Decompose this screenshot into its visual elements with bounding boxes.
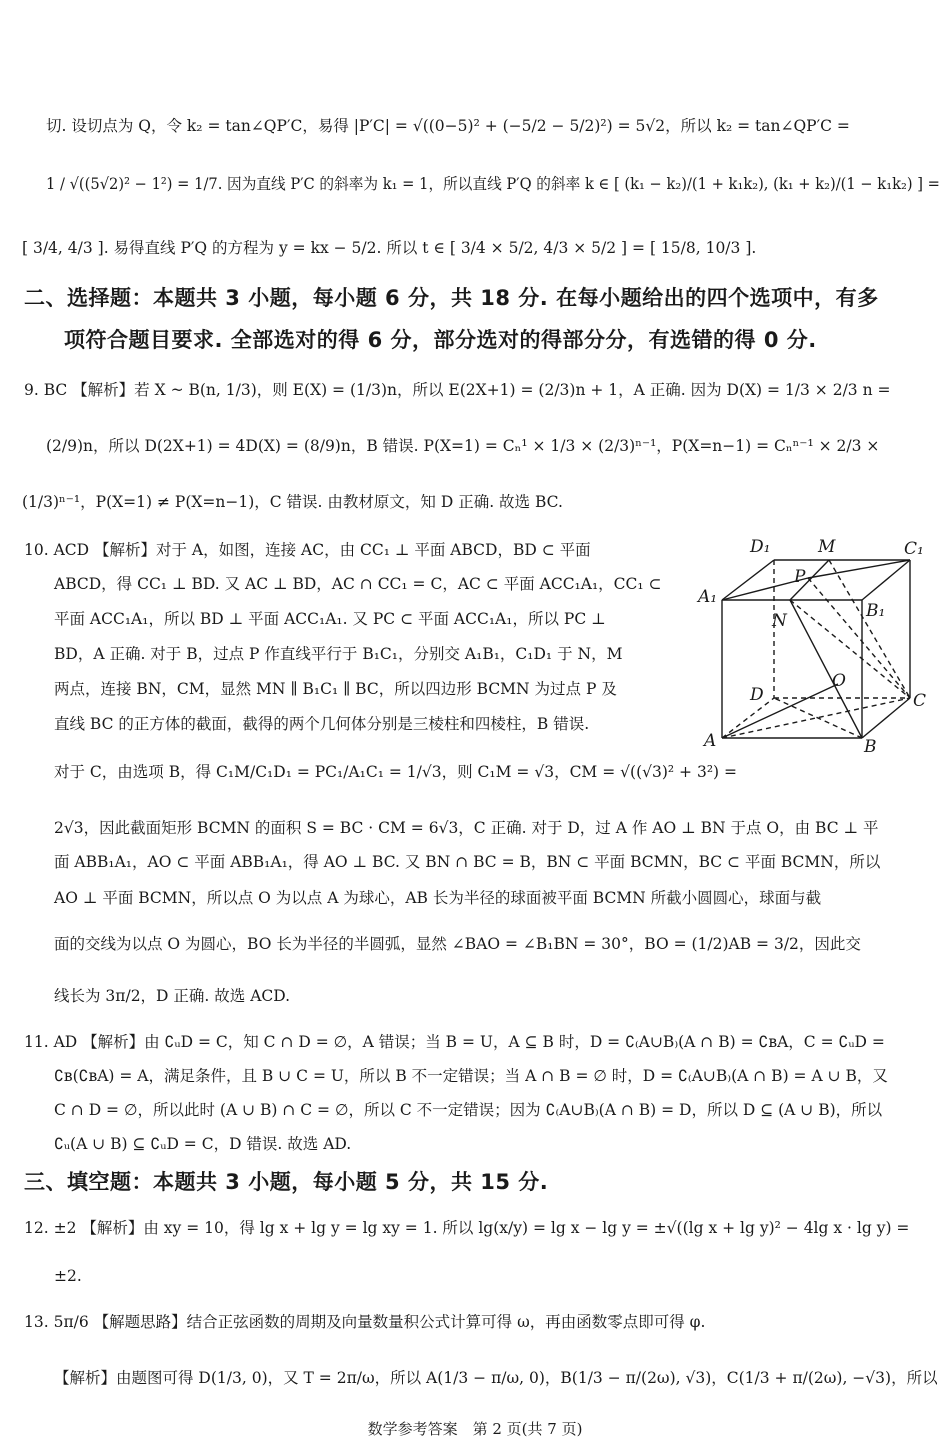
text-line: 10. ACD 【解析】对于 A，如图，连接 AC，由 CC₁ ⊥ 平面 ABCD，BD ⊂ 平面 xyxy=(24,541,591,559)
label-d: D xyxy=(750,685,764,705)
text-line: 13. 5π/6 【解题思路】结合正弦函数的周期及向量数量积公式计算可得 ω，再由函数零点即可得 φ. xyxy=(24,1313,706,1331)
text-line: [ 3/4, 4/3 ]. 易得直线 P′Q 的方程为 y = kx − 5/2. 所以 t ∈ [ 3/4 × 5/2, 4/3 × 5/2 ] = [ 15/8, 10/3 ]. xyxy=(22,239,757,257)
label-m: M xyxy=(818,537,836,557)
text-line: 面 ABB₁A₁，AO ⊂ 平面 ABB₁A₁，得 AO ⊥ BC. 又 BN ∩ BC = B，BN ⊂ 平面 BCMN，BC ⊂ 平面 BCMN，所以 xyxy=(54,853,881,871)
section-heading: 三、填空题：本题共 3 小题，每小题 5 分，共 15 分. xyxy=(24,1170,549,1194)
text-line: ±2. xyxy=(54,1267,82,1285)
label-a1: A₁ xyxy=(698,587,718,607)
edge-b-c xyxy=(862,698,910,738)
text-line: 两点，连接 BN，CM，显然 MN ∥ B₁C₁ ∥ BC，所以四边形 BCMN 为过点 P 及 xyxy=(54,680,617,698)
text-line: (1/3)ⁿ⁻¹，P(X=1) ≠ P(X=n−1)，C 错误. 由教材原文，知 D 正确. 故选 BC. xyxy=(22,493,563,511)
text-line: 平面 ACC₁A₁，所以 BD ⊥ 平面 ACC₁A₁. 又 PC ⊂ 平面 ACC₁A₁，所以 PC ⊥ xyxy=(54,610,606,628)
segment-n-b xyxy=(790,600,862,738)
text-line: 11. AD 【解析】由 ∁ᵤD = C，知 C ∩ D = ∅，A 错误；当 B = U，A ⊆ B 时，D = ∁₍A∪B₎(A ∩ B) = ∁ʙA，C = ∁ᵤD = xyxy=(24,1033,885,1051)
label-b1: B₁ xyxy=(866,601,886,621)
page-footer: 数学参考答案 第 2 页(共 7 页) xyxy=(367,1420,583,1438)
label-o: O xyxy=(832,671,846,691)
text-line: 直线 BC 的正方体的截面，截得的两个几何体分别是三棱柱和四棱柱，B 错误. xyxy=(54,715,590,733)
label-b: B xyxy=(864,737,877,757)
text-line: (2/9)n，所以 D(2X+1) = 4D(X) = (8/9)n，B 错误. P(X=1) = Cₙ¹ × 1/3 × (2/3)ⁿ⁻¹，P(X=n−1) = Cₙⁿ⁻¹ × 2/3 × xyxy=(46,437,880,455)
label-c: C xyxy=(913,691,927,711)
label-a: A xyxy=(704,731,717,751)
edge-c1-b1 xyxy=(862,560,910,600)
text-line: 12. ±2 【解析】由 xy = 10，得 lg x + lg y = lg xy = 1. 所以 lg(x/y) = lg x − lg y = ±√((lg x + lg y)² − 4lg x · lg y) = xyxy=(24,1219,910,1237)
section-heading: 二、选择题：本题共 3 小题，每小题 6 分，共 18 分. 在每小题给出的四个选项中，有多 xyxy=(24,286,879,310)
text-line: BD，A 正确. 对于 B，过点 P 作直线平行于 B₁C₁，分别交 A₁B₁，C₁D₁ 于 N，M xyxy=(54,645,623,663)
text-line: 9. BC 【解析】若 X ~ B(n, 1/3)，则 E(X) = (1/3)n，所以 E(2X+1) = (2/3)n + 1，A 正确. 因为 D(X) = 1/3 × 2/3 n = xyxy=(24,381,891,399)
segment-n-c xyxy=(790,600,910,698)
text-line: ABCD，得 CC₁ ⊥ BD. 又 AC ⊥ BD，AC ∩ CC₁ = C，AC ⊂ 平面 ACC₁A₁，CC₁ ⊂ xyxy=(54,575,662,593)
segment-b-d xyxy=(774,698,862,738)
label-p: P xyxy=(794,567,806,587)
section-heading: 项符合题目要求. 全部选对的得 6 分，部分选对的得部分分，有选错的得 0 分. xyxy=(64,328,817,352)
text-line: ∁ʙ(∁ʙA) = A，满足条件，且 B ∪ C = U，所以 B 不一定错误；当 A ∩ B = ∅ 时，D = ∁₍A∪B₎(A ∩ B) = A ∪ B，又 xyxy=(54,1067,888,1085)
text-line: 面的交线为以点 O 为圆心，BO 长为半径的半圆弧，显然 ∠BAO = ∠B₁BN = 30°，BO = (1/2)AB = 3/2，因此交 xyxy=(54,935,861,953)
segment-p-c1 xyxy=(808,560,910,578)
text-line: 1 / √((5√2)² − 1²) = 1/7. 因为直线 P′C 的斜率为 k₁ = 1，所以直线 P′Q 的斜率 k ∈ [ (k₁ − k₂)/(1 + k₁k₂), (k₁ + k₂)/(1 − k₁k₂) ] = xyxy=(46,175,940,193)
text-line: 2√3，因此截面矩形 BCMN 的面积 S = BC · CM = 6√3，C 正确. 对于 D，过 A 作 AO ⊥ BN 于点 O，由 BC ⊥ 平 xyxy=(54,819,879,837)
cube-figure xyxy=(692,532,942,762)
text-line: AO ⊥ 平面 BCMN，所以点 O 为以点 A 为球心，AB 长为半径的球面被平面 BCMN 所截小圆圆心，球面与截 xyxy=(54,889,822,907)
label-c1: C₁ xyxy=(904,539,924,559)
label-n: N xyxy=(772,611,787,631)
text-line: 对于 C，由选项 B，得 C₁M/C₁D₁ = PC₁/A₁C₁ = 1/√3，则 C₁M = √3，CM = √((√3)² + 3²) = xyxy=(54,763,737,781)
text-line: 线长为 3π/2，D 正确. 故选 ACD. xyxy=(54,987,291,1005)
text-line: C ∩ D = ∅，所以此时 (A ∪ B) ∩ C = ∅，所以 C 不一定错误；因为 ∁₍A∪B₎(A ∩ B) = D，所以 D ⊆ (A ∪ B)，所以 xyxy=(54,1101,883,1119)
segment-p-c xyxy=(808,578,910,698)
text-line: 切. 设切点为 Q，令 k₂ = tan∠QP′C，易得 |P′C| = √((0−5)² + (−5/2 − 5/2)²) = 5√2，所以 k₂ = tan∠QP′C = xyxy=(46,117,850,135)
segment-a-o xyxy=(722,684,838,738)
text-line: ∁ᵤ(A ∪ B) ⊆ ∁ᵤD = C，D 错误. 故选 AD. xyxy=(54,1135,352,1153)
text-line: 【解析】由题图可得 D(1/3, 0)，又 T = 2π/ω，所以 A(1/3 − π/ω, 0)，B(1/3 − π/(2ω), √3)，C(1/3 + π/(2ω), −√3)，所以 xyxy=(54,1369,938,1387)
label-d1: D₁ xyxy=(750,537,771,557)
